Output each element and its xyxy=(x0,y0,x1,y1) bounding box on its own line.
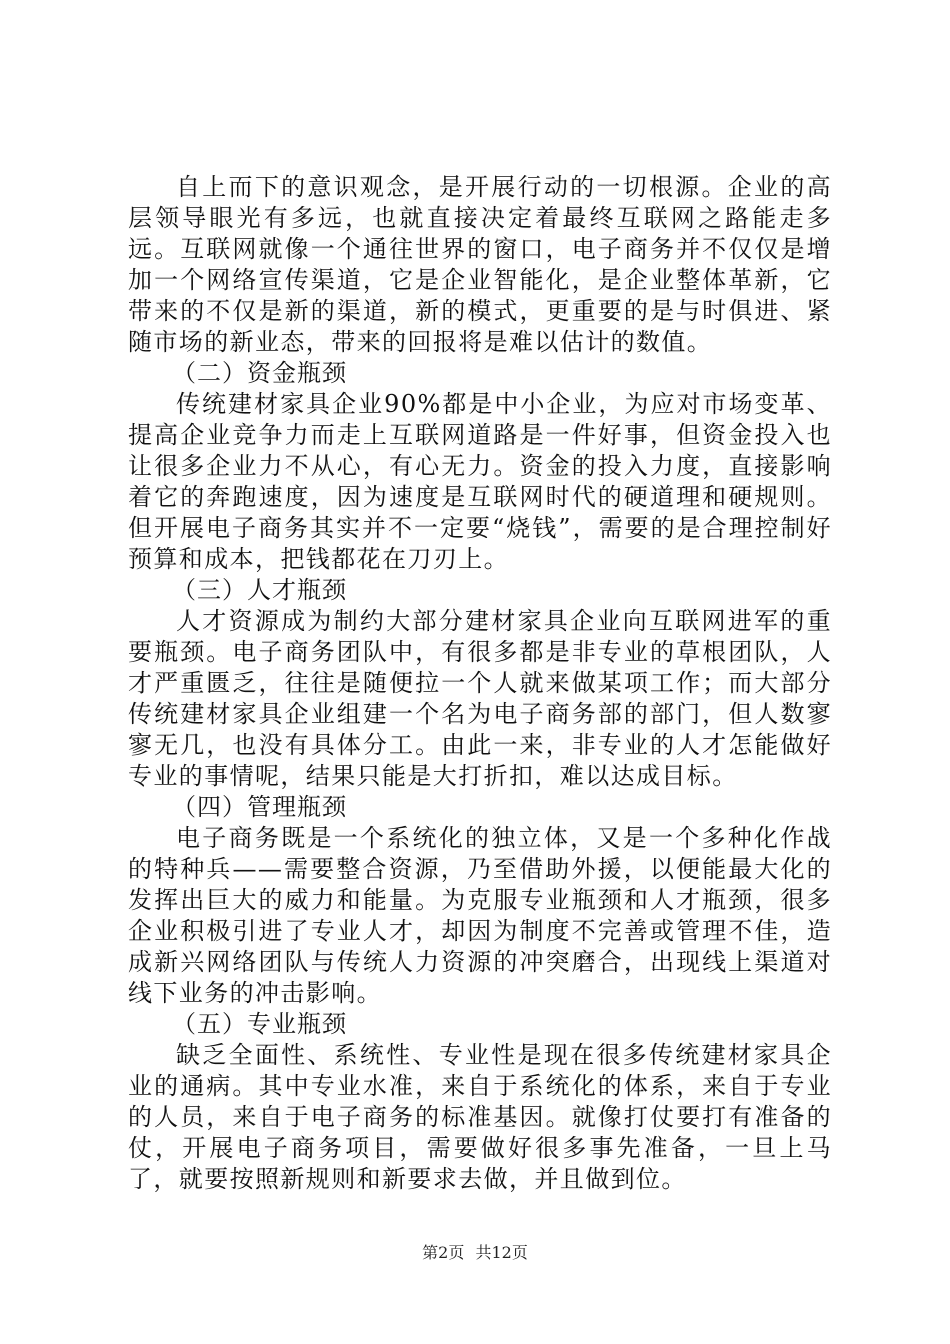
paragraph-talent: 人才资源成为制约大部分建材家具企业向互联网进军的重要瓶颈。电子商务团队中，有很多都是非专业的草根团队，人才严重匮乏，往往是随便拉一个人就来做某项工作；而大部分传统建材家具企业组建一个名为电子商务部的部门，但人数寥寥无几，也没有具体分工。由此一来，非专业的人才怎能做好专业的事情呢，结果只能是大打折扣，难以达成目标。 xyxy=(128,607,832,790)
section-heading-management: （四）管理瓶颈 xyxy=(172,793,347,821)
paragraph-funding: 传统建材家具企业90%都是中小企业，为应对市场变革、提高企业竞争力而走上互联网道路是一件好事，但资金投入也让很多企业力不从心，有心无力。资金的投入力度，直接影响着它的奔跑速度，因为速度是互联网时代的硬道理和硬规则。但开展电子商务其实并不一定要“烧钱”，需要的是合理控制好预算和成本，把钱都花在刀刃上。 xyxy=(128,390,832,573)
page-footer xyxy=(0,1243,950,1263)
section-heading-talent: （三）人才瓶颈 xyxy=(172,576,347,604)
paragraph-expertise: 缺乏全面性、系统性、专业性是现在很多传统建材家具企业的通病。其中专业水准，来自于系统化的体系，来自于专业的人员，来自于电子商务的标准基因。就像打仗要打有准备的仗，开展电子商务项目，需要做好很多事先准备，一旦上马了，就要按照新规则和新要求去做，并且做到位。 xyxy=(128,1041,832,1193)
page-number: 第2页 xyxy=(422,1243,465,1262)
section-heading-expertise: （五）专业瓶颈 xyxy=(172,1010,347,1038)
document-body xyxy=(128,172,832,1195)
paragraph-intro: 自上而下的意识观念，是开展行动的一切根源。企业的高层领导眼光有多远，也就直接决定着最终互联网之路能走多远。互联网就像一个通往世界的窗口，电子商务并不仅仅是增加一个网络宣传渠道，它是企业智能化，是企业整体革新，它带来的不仅是新的渠道，新的模式，更重要的是与时俱进、紧随市场的新业态，带来的回报将是难以估计的数值。 xyxy=(128,173,832,356)
section-heading-funding: （二）资金瓶颈 xyxy=(172,359,347,387)
page-total: 共12页 xyxy=(475,1243,528,1262)
paragraph-management: 电子商务既是一个系统化的独立体，又是一个多种化作战的特种兵——需要整合资源，乃至借助外援，以便能最大化的发挥出巨大的威力和能量。为克服专业瓶颈和人才瓶颈，很多企业积极引进了专业人才，却因为制度不完善或管理不佳，造成新兴网络团队与传统人力资源的冲突磨合，出现线上渠道对线下业务的冲击影响。 xyxy=(128,824,832,1007)
